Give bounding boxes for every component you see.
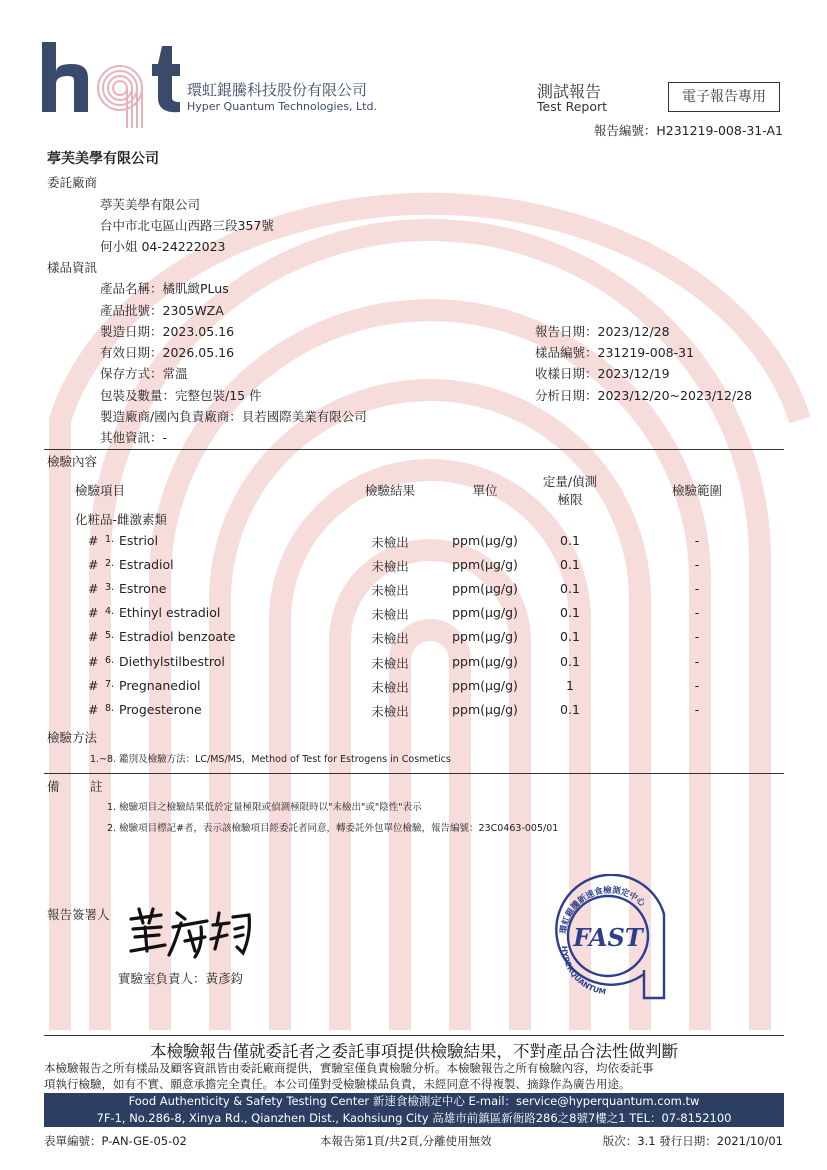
row-test-name: Estriol xyxy=(119,533,159,548)
row-number: 6. xyxy=(105,655,115,666)
row-range: - xyxy=(694,533,700,548)
row-test-name: Diethylstilbestrol xyxy=(119,654,225,669)
field-value: 2023/12/20~2023/12/28 xyxy=(597,388,753,403)
row-loq: 0.1 xyxy=(560,605,580,620)
row-loq: 0.1 xyxy=(560,629,580,644)
footer-band-line-2: 7F-1, No.286-8, Xinya Rd., Qianzhen Dist., Kaohsiung City 高雄市前鎮區新衙路286之8號7樓之1 TEL：07-8152100 xyxy=(44,1110,784,1127)
sample-field-exp-date xyxy=(100,343,234,361)
row-test-name: Pregnanediol xyxy=(119,678,201,693)
field-value: 231219-008-31 xyxy=(597,345,695,360)
report-title-en: Test Report xyxy=(537,99,608,114)
sample-field-name xyxy=(100,279,229,297)
row-unit: ppm(μg/g) xyxy=(452,629,518,644)
field-value: 2305WZA xyxy=(162,303,224,318)
row-test-name: Ethinyl estradiol xyxy=(119,605,221,620)
row-loq: 0.1 xyxy=(560,557,580,572)
row-mark: # xyxy=(88,605,99,620)
client-section-label: 委託廠商 xyxy=(47,175,98,190)
e-report-badge: 電子報告專用 xyxy=(668,82,780,112)
field-value: 2023/12/19 xyxy=(597,366,670,381)
row-mark: # xyxy=(88,629,99,644)
row-number: 1. xyxy=(105,534,115,545)
row-number: 3. xyxy=(105,582,115,593)
row-range: - xyxy=(694,581,700,596)
row-mark: # xyxy=(88,654,99,669)
sample-field-manufacturer xyxy=(100,407,367,425)
page-info: 本報告第1頁/共2頁,分離使用無效 xyxy=(320,1134,492,1148)
handwritten-signature xyxy=(125,905,255,960)
sample-analysis-date xyxy=(535,386,752,404)
seal-center-text: FAST xyxy=(573,923,643,952)
field-label: 產品批號： xyxy=(100,303,163,318)
client-contact: 何小姐 04-24222023 xyxy=(100,239,226,254)
sample-field-storage xyxy=(100,364,188,382)
row-loq: 0.1 xyxy=(560,654,580,669)
signer-name: 實驗室負責人：黃彥鈞 xyxy=(118,971,244,986)
row-number: 8. xyxy=(105,703,115,714)
row-result: 未檢出 xyxy=(371,583,409,598)
col-header-unit: 單位 xyxy=(472,483,498,498)
footer-notice-1: 本檢驗報告之所有樣品及顧客資訊皆由委託廠商提供，實驗室僅負責檢驗分析。本檢驗報告之所有檢驗內容，均依委託事 xyxy=(44,1061,654,1075)
field-value: 2026.05.16 xyxy=(162,345,235,360)
col-header-loq-1: 定量/偵測 xyxy=(542,474,598,489)
footer-band-line-1: Food Authenticity & Safety Testing Center 新速食檢測定中心 E-mail：service@hyperquantum.com.tw xyxy=(44,1093,784,1110)
row-loq: 0.1 xyxy=(560,702,580,717)
remark-item-1: 1. 檢驗項目之檢驗結果低於定量極限或偵測極限時以"未檢出"或"陰性"表示 xyxy=(107,802,422,813)
sample-field-mfg-date xyxy=(100,322,234,340)
row-result: 未檢出 xyxy=(371,631,409,646)
col-header-item: 檢驗項目 xyxy=(75,483,126,498)
divider xyxy=(44,449,784,450)
row-unit: ppm(μg/g) xyxy=(452,678,518,693)
row-unit: ppm(μg/g) xyxy=(452,605,518,620)
report-number xyxy=(594,121,783,139)
field-label: 收樣日期： xyxy=(535,366,598,381)
row-range: - xyxy=(694,605,700,620)
field-value: 貝若國際美業有限公司 xyxy=(241,409,367,424)
method-section-label: 檢驗方法 xyxy=(47,730,98,745)
client-company: 葶芙美學有限公司 xyxy=(100,197,201,212)
row-mark: # xyxy=(88,678,99,693)
field-label: 產品名稱： xyxy=(100,281,163,296)
row-number: 5. xyxy=(105,630,115,641)
field-label: 分析日期： xyxy=(535,388,598,403)
divider xyxy=(44,773,784,774)
row-result: 未檢出 xyxy=(371,680,409,695)
row-range: - xyxy=(694,629,700,644)
row-number: 4. xyxy=(105,606,115,617)
field-value: 橘肌緻PLus xyxy=(162,281,229,296)
client-title: 葶芙美學有限公司 xyxy=(47,151,159,167)
row-test-name: Estradiol benzoate xyxy=(119,629,236,644)
version-info: 版次：3.1 發行日期：2021/10/01 xyxy=(602,1134,783,1148)
seal-top-text: 環虹錕騰新速食檢測定中心 xyxy=(558,885,647,935)
sample-field-other xyxy=(100,428,167,446)
seal-bottom-text: HYPERQUANTUM xyxy=(559,945,607,997)
field-label: 包裝及數量： xyxy=(100,388,176,403)
row-result: 未檢出 xyxy=(371,704,409,719)
client-address: 台中市北屯區山西路三段357號 xyxy=(100,218,274,233)
field-value: 常溫 xyxy=(162,366,188,381)
field-label: 樣品編號： xyxy=(535,345,598,360)
field-value: - xyxy=(162,430,168,445)
row-unit: ppm(μg/g) xyxy=(452,557,518,572)
footer-disclaimer: 本檢驗報告僅就委託者之委託事項提供檢驗結果，不對產品合法性做判斷 xyxy=(150,1042,678,1061)
row-mark: # xyxy=(88,533,99,548)
row-result: 未檢出 xyxy=(371,656,409,671)
row-unit: ppm(μg/g) xyxy=(452,702,518,717)
field-value: 2023/12/28 xyxy=(597,324,670,339)
field-label: 製造日期： xyxy=(100,324,163,339)
sample-field-package xyxy=(100,386,262,404)
sample-section-label: 樣品資訊 xyxy=(47,260,98,275)
col-header-result: 檢驗結果 xyxy=(364,483,415,498)
hqt-logo xyxy=(42,42,182,130)
row-range: - xyxy=(694,557,700,572)
row-unit: ppm(μg/g) xyxy=(452,581,518,596)
row-number: 2. xyxy=(105,558,115,569)
method-text: 1.~8. 鑑別及檢驗方法：LC/MS/MS，Method of Test for Estrogens in Cosmetics xyxy=(90,754,451,765)
test-category: 化粧品-雌激素類 xyxy=(75,512,168,527)
row-range: - xyxy=(694,654,700,669)
row-range: - xyxy=(694,678,700,693)
row-mark: # xyxy=(88,557,99,572)
field-label: 其他資訊： xyxy=(100,430,163,445)
col-header-loq-2: 極限 xyxy=(557,492,583,507)
row-loq: 1 xyxy=(566,678,574,693)
sample-field-batch xyxy=(100,301,224,319)
sample-received-date xyxy=(535,364,670,382)
row-test-name: Progesterone xyxy=(119,702,202,717)
report-number-value: H231219-008-31-A1 xyxy=(656,123,783,138)
row-result: 未檢出 xyxy=(371,607,409,622)
field-label: 保存方式： xyxy=(100,366,163,381)
sample-report-date xyxy=(535,322,670,340)
row-loq: 0.1 xyxy=(560,581,580,596)
divider xyxy=(44,1035,784,1036)
tests-section-label: 檢驗內容 xyxy=(47,454,98,469)
row-unit: ppm(μg/g) xyxy=(452,533,518,548)
report-number-label: 報告編號： xyxy=(593,123,657,138)
footer-notice-2: 項執行檢驗，如有不實、願意承擔完全責任。本公司僅對受檢驗樣品負責，未經同意不得複製、摘錄作為廣告用途。 xyxy=(44,1077,631,1091)
remarks-label-a: 備 xyxy=(47,779,60,794)
row-test-name: Estradiol xyxy=(119,557,174,572)
company-name-en: Hyper Quantum Technologies, Ltd. xyxy=(187,100,377,113)
row-number: 7. xyxy=(105,679,115,690)
remark-item-2: 2. 檢驗項目標記#者，表示該檢驗項目經委託者同意，轉委託外包單位檢驗，報告編號：23C0463-005/01 xyxy=(107,823,559,834)
remarks-label-b: 註 xyxy=(90,779,103,794)
field-label: 報告日期： xyxy=(535,324,598,339)
field-label: 製造廠商/國內負責廠商： xyxy=(100,409,242,424)
field-value: 完整包裝/15 件 xyxy=(175,388,262,403)
row-mark: # xyxy=(88,581,99,596)
report-title-cn: 測試報告 xyxy=(537,82,602,101)
row-unit: ppm(μg/g) xyxy=(452,654,518,669)
row-result: 未檢出 xyxy=(371,535,409,550)
col-header-range: 檢驗範圍 xyxy=(671,483,722,498)
fast-seal-stamp xyxy=(548,874,670,1000)
field-value: 2023.05.16 xyxy=(162,324,235,339)
svg-text:HYPERQUANTUM xyxy=(560,946,607,997)
form-number: 表單編號：P-AN-GE-05-02 xyxy=(44,1134,187,1148)
row-result: 未檢出 xyxy=(371,559,409,574)
sample-id xyxy=(535,343,694,361)
row-test-name: Estrone xyxy=(119,581,167,596)
row-range: - xyxy=(694,702,700,717)
signature-label: 報告簽署人 xyxy=(47,907,110,922)
row-loq: 0.1 xyxy=(560,533,580,548)
row-mark: # xyxy=(88,702,99,717)
company-name-cn: 環虹錕騰科技股份有限公司 xyxy=(187,81,368,99)
field-label: 有效日期： xyxy=(100,345,163,360)
